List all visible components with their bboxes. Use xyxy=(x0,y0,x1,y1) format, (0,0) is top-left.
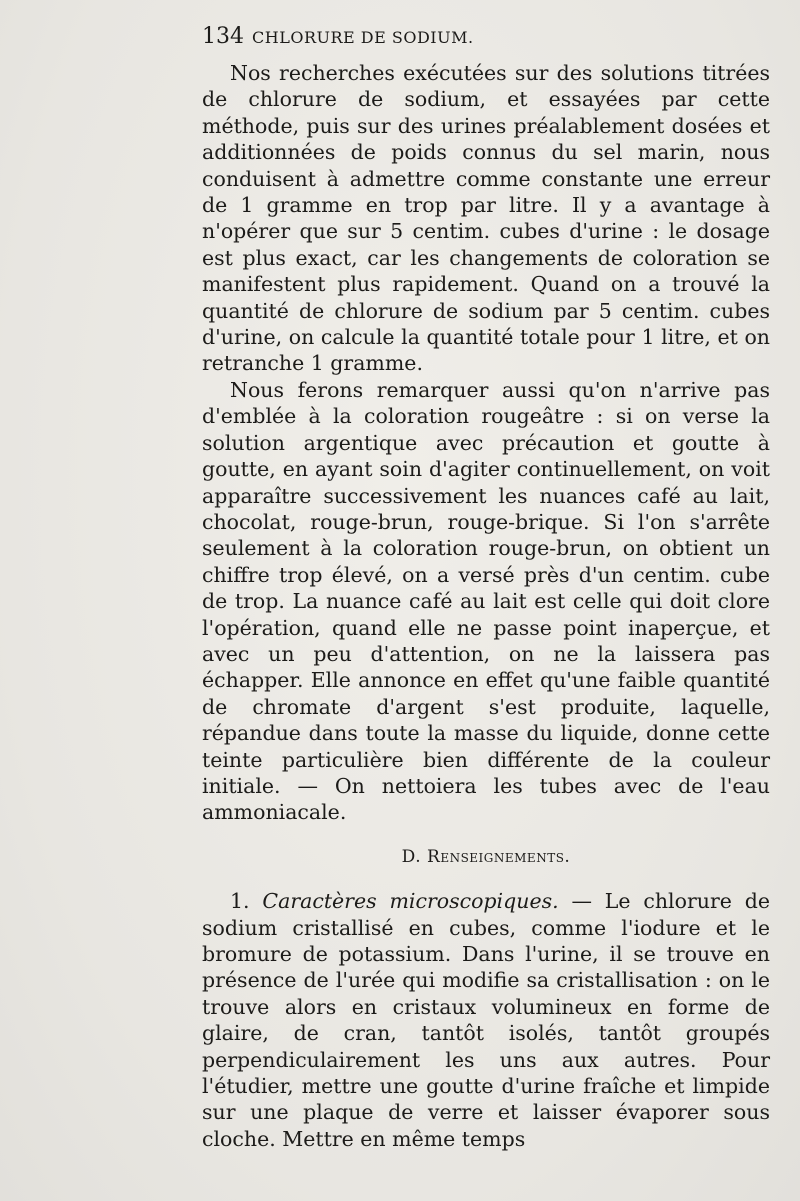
paragraph-2: Nous ferons remarquer aussi qu'on n'arrive pas d'emblée à la coloration rougeâtre : si on verse la solution argentique avec précaution et goutte à goutte, en ayant soin d'agiter continuellement, on voit apparaître successivement les nuances café au lait, chocolat, rouge-brun, rouge-brique. Si l'on s'arrête seulement à la coloration rouge-brun, on obtient un chiffre trop élevé, on a versé près d'un centim. cube de trop. La nuance café au lait est celle qui doit clore l'opération, quand elle ne passe point inaperçue, et avec un peu d'attention, on ne la laissera pas échapper. Elle annonce en effet qu'une faible quantité de chromate d'argent s'est produite, laquelle, répandue dans toute la masse du liquide, donne cette teinte particulière bien différente de la couleur initiale. — On nettoiera les tubes avec de l'eau ammoniacale. xyxy=(202,377,770,825)
subsection-number: 1. xyxy=(230,889,250,914)
running-title: CHLORURE DE SODIUM. xyxy=(252,28,474,47)
subsection-text: — Le chlorure de sodium cristallisé en cubes, comme l'iodure et le bromure de potassium. Dans l'urine, il se trouve en présence de l'urée qui modifie sa cristallisation : on le trouve alors en cristaux volumineux en forme de glaire, de cran, tantôt isolés, tantôt groupés perpendiculairement les uns aux autres. Pour l'étudier, mettre une goutte d'urine fraîche et limpide sur une plaque de verre et laisser évaporer sous cloche. Mettre en même temps xyxy=(202,889,770,1151)
subsection-paragraph xyxy=(202,888,770,1152)
page-header xyxy=(202,24,602,54)
section-letter: D. xyxy=(401,846,422,867)
body-text xyxy=(202,60,770,1152)
section-heading xyxy=(202,844,770,870)
subsection-title: Caractères microscopiques. xyxy=(262,889,559,914)
paragraph-1: Nos recherches exécutées sur des solutions titrées de chlorure de sodium, et essayées par cette méthode, puis sur des urines préalablement dosées et additionnées de poids connus du sel marin, nous conduisent à admettre comme constante une erreur de 1 gramme en trop par litre. Il y a avantage à n'opérer que sur 5 centim. cubes d'urine : le dosage est plus exact, car les changements de coloration se manifestent plus rapidement. Quand on a trouvé la quantité de chlorure de sodium par 5 centim. cubes d'urine, on calcule la quantité totale pour 1 litre, et on retranche 1 gramme. xyxy=(202,61,770,376)
page-number: 134 xyxy=(202,24,244,49)
section-title: Renseignements. xyxy=(427,846,571,867)
